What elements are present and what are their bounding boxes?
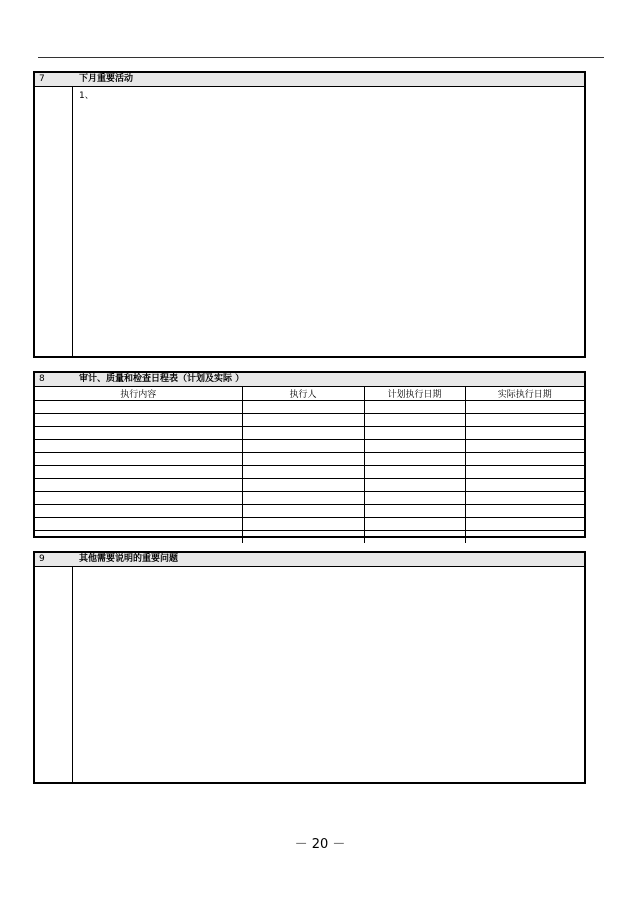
table-cell[interactable] (364, 505, 465, 518)
table-cell[interactable] (242, 531, 364, 544)
table-row (35, 453, 584, 466)
column-header-actual-date: 实际执行日期 (465, 387, 584, 401)
section-title: 下月重要活动 (79, 74, 134, 84)
number-column (35, 87, 73, 357)
table-cell[interactable] (364, 427, 465, 440)
section-number: 8 (39, 374, 45, 384)
section-header (35, 373, 584, 387)
table-cell[interactable] (242, 440, 364, 453)
table-cell[interactable] (465, 440, 584, 453)
table-cell[interactable] (465, 492, 584, 505)
table-cell[interactable] (35, 518, 242, 531)
table-cell[interactable] (242, 427, 364, 440)
table-cell[interactable] (242, 401, 364, 414)
table-cell[interactable] (465, 518, 584, 531)
page-number: － 20 － (294, 837, 346, 852)
table-row (35, 492, 584, 505)
table-cell[interactable] (364, 492, 465, 505)
column-header-content: 执行内容 (35, 387, 242, 401)
section-number: 9 (39, 554, 45, 564)
table-row (35, 440, 584, 453)
table-row (35, 466, 584, 479)
section-title: 审计、质量和检查日程表（计划及实际 ） (79, 374, 245, 384)
section-header (35, 73, 584, 87)
table-cell[interactable] (35, 492, 242, 505)
column-header-planned-date: 计划执行日期 (364, 387, 465, 401)
table-cell[interactable] (242, 518, 364, 531)
table-cell[interactable] (35, 427, 242, 440)
table-cell[interactable] (465, 505, 584, 518)
table-cell[interactable] (364, 466, 465, 479)
number-column (35, 567, 73, 783)
table-row (35, 479, 584, 492)
table-cell[interactable] (242, 479, 364, 492)
table-cell[interactable] (465, 427, 584, 440)
section-number: 7 (39, 74, 45, 84)
table-cell[interactable] (35, 414, 242, 427)
column-header-executor: 执行人 (242, 387, 364, 401)
table-cell[interactable] (364, 440, 465, 453)
table-cell[interactable] (35, 479, 242, 492)
section-header (35, 553, 584, 567)
table-cell[interactable] (465, 453, 584, 466)
table-header-row (35, 387, 584, 401)
table-cell[interactable] (242, 414, 364, 427)
table-row (35, 401, 584, 414)
table-cell[interactable] (35, 531, 242, 544)
table-cell[interactable] (242, 453, 364, 466)
list-item-marker: 1、 (79, 91, 94, 101)
table-cell[interactable] (35, 453, 242, 466)
section-title: 其他需要说明的重要问题 (79, 554, 179, 564)
section-next-month-activities (33, 71, 586, 358)
table-cell[interactable] (364, 401, 465, 414)
header-rule (38, 57, 604, 58)
table-row (35, 505, 584, 518)
table-cell[interactable] (465, 531, 584, 544)
table-cell[interactable] (35, 440, 242, 453)
table-cell[interactable] (35, 466, 242, 479)
table-cell[interactable] (242, 492, 364, 505)
schedule-table (35, 387, 584, 543)
table-cell[interactable] (35, 505, 242, 518)
table-cell[interactable] (35, 401, 242, 414)
table-cell[interactable] (242, 505, 364, 518)
table-cell[interactable] (364, 531, 465, 544)
table-row (35, 414, 584, 427)
table-cell[interactable] (364, 414, 465, 427)
table-cell[interactable] (465, 479, 584, 492)
section-other-issues (33, 551, 586, 784)
table-row (35, 518, 584, 531)
section-audit-schedule (33, 371, 586, 538)
table-row (35, 531, 584, 544)
table-cell[interactable] (364, 518, 465, 531)
table-cell[interactable] (465, 401, 584, 414)
table-cell[interactable] (242, 466, 364, 479)
table-cell[interactable] (364, 453, 465, 466)
section-body (35, 567, 584, 783)
table-cell[interactable] (364, 479, 465, 492)
table-cell[interactable] (465, 466, 584, 479)
section-body (35, 87, 584, 357)
table-cell[interactable] (465, 414, 584, 427)
table-row (35, 427, 584, 440)
